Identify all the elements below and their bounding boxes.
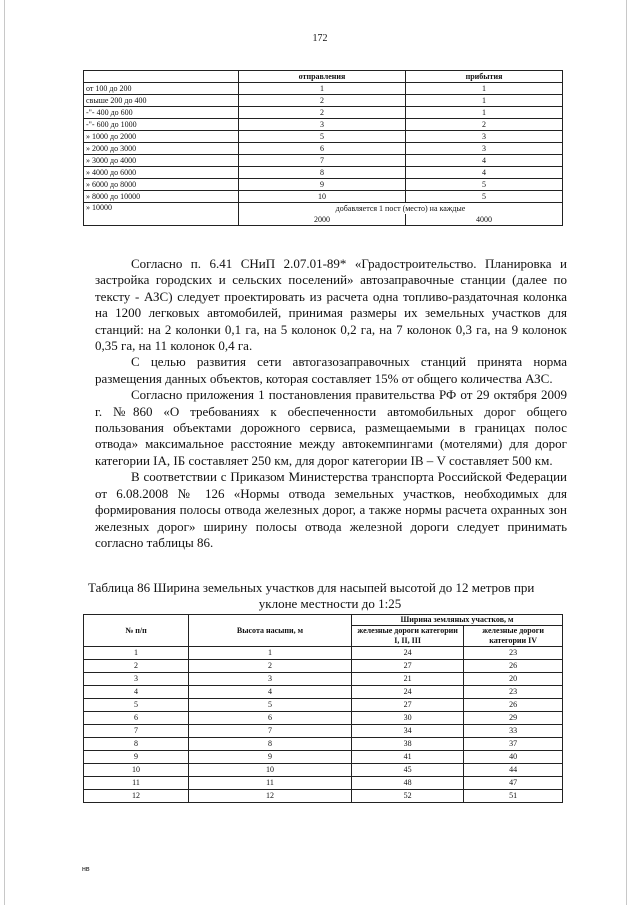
cell-num: 4	[84, 686, 189, 699]
cell-width-cat-4: 40	[464, 751, 563, 764]
table-caption	[88, 580, 572, 612]
cell-departure: 2	[239, 95, 406, 107]
traffic-posts-table	[83, 70, 563, 226]
cell-departure: 1	[239, 83, 406, 95]
cell-arrival: 1	[406, 83, 563, 95]
table-row	[84, 686, 563, 699]
table-row	[84, 155, 563, 167]
cell-num: 12	[84, 790, 189, 803]
cell-arrival: 5	[406, 179, 563, 191]
cell-width-cat-4: 33	[464, 725, 563, 738]
cell-width-cat-1-3: 48	[352, 777, 464, 790]
cell-range: свыше 200 до 400	[84, 95, 239, 107]
cell-range: » 1000 до 2000	[84, 131, 239, 143]
cell-height: 1	[189, 647, 352, 660]
cell-height: 10	[189, 764, 352, 777]
cell-height: 7	[189, 725, 352, 738]
cell-width-cat-4: 20	[464, 673, 563, 686]
cell-height: 9	[189, 751, 352, 764]
cell-width-cat-1-3: 27	[352, 699, 464, 712]
railway-width-table	[83, 614, 563, 803]
table-row	[84, 107, 563, 119]
table-row	[84, 764, 563, 777]
table-row	[84, 673, 563, 686]
cell-width-cat-4: 23	[464, 647, 563, 660]
cell-num: 6	[84, 712, 189, 725]
cell-width-cat-1-3: 52	[352, 790, 464, 803]
cell-width-cat-4: 29	[464, 712, 563, 725]
cell-num: 7	[84, 725, 189, 738]
cell-width-cat-4: 23	[464, 686, 563, 699]
cell-departure: 3	[239, 119, 406, 131]
cell-range: » 4000 до 6000	[84, 167, 239, 179]
cell-width-cat-1-3: 30	[352, 712, 464, 725]
cell-width-cat-1-3: 34	[352, 725, 464, 738]
cell-arrival: 5	[406, 191, 563, 203]
cell-range: -"- 400 до 600	[84, 107, 239, 119]
table-row	[84, 143, 563, 155]
table-row	[84, 647, 563, 660]
paragraph-motels: Согласно приложения 1 постановления правительства РФ от 29 октября 2009 г. №860 «О требованиях к обеспеченности автомобильных дорог общего пользования объектами дорожного сервиса, размещаемыми в границах полос отвода» максимальное расстояние между автокемпингами (мотелями) для дорог категории IА, IБ составляет 250 км, для дорог категории IВ – V составляет 500 км.	[95, 387, 567, 468]
caption-line-2: уклоне местности до 1:25	[258, 596, 402, 611]
cell-width-cat-1-3: 45	[352, 764, 464, 777]
table-row	[84, 699, 563, 712]
table-row	[84, 203, 563, 215]
cell-arrival: 4000	[406, 214, 563, 226]
header-category-1-3: железные дороги категории I, II, III	[352, 626, 464, 647]
cell-num: 2	[84, 660, 189, 673]
cell-num: 11	[84, 777, 189, 790]
paragraph-gas-stations: С целью развития сети автогазозаправочных станций принята норма размещения данных объектов, которая составляет 15% от общего количества АЗС.	[95, 354, 567, 386]
cell-range: » 8000 до 10000	[84, 191, 239, 203]
cell-width-cat-1-3: 41	[352, 751, 464, 764]
cell-arrival: 1	[406, 95, 563, 107]
table-row	[84, 660, 563, 673]
cell-note: добавляется 1 пост (место) на каждые	[239, 203, 563, 215]
cell-arrival: 1	[406, 107, 563, 119]
cell-num: 1	[84, 647, 189, 660]
cell-range: -"- 600 до 1000	[84, 119, 239, 131]
table-row	[84, 83, 563, 95]
cell-range: » 2000 до 3000	[84, 143, 239, 155]
cell-departure: 10	[239, 191, 406, 203]
cell-range: » 6000 до 8000	[84, 179, 239, 191]
table-row	[84, 777, 563, 790]
caption-line-1: Таблица 86 Ширина земельных участков для насыпей высотой до 12 метров при	[88, 580, 535, 595]
cell-arrival: 3	[406, 131, 563, 143]
cell-range: от 100 до 200	[84, 83, 239, 95]
table-row	[84, 179, 563, 191]
table-header-row	[84, 71, 563, 83]
cell-height: 3	[189, 673, 352, 686]
table-row	[84, 119, 563, 131]
cell-departure: 7	[239, 155, 406, 167]
cell-range: » 10000	[84, 203, 239, 226]
table-row	[84, 751, 563, 764]
scan-edge-left	[4, 0, 5, 905]
cell-height: 2	[189, 660, 352, 673]
cell-departure: 5	[239, 131, 406, 143]
cell-width-cat-4: 26	[464, 699, 563, 712]
cell-arrival: 4	[406, 167, 563, 179]
cell-width-cat-4: 47	[464, 777, 563, 790]
table-row	[84, 95, 563, 107]
footer-mark: нв	[82, 866, 90, 873]
cell-height: 6	[189, 712, 352, 725]
cell-width-cat-1-3: 24	[352, 686, 464, 699]
cell-departure: 6	[239, 143, 406, 155]
cell-height: 4	[189, 686, 352, 699]
table-row	[84, 131, 563, 143]
cell-arrival: 4	[406, 155, 563, 167]
cell-departure: 8	[239, 167, 406, 179]
table-row	[84, 712, 563, 725]
cell-width-cat-4: 26	[464, 660, 563, 673]
cell-width-cat-4: 37	[464, 738, 563, 751]
cell-departure: 2	[239, 107, 406, 119]
cell-width-cat-1-3: 24	[352, 647, 464, 660]
header-cell-empty	[84, 71, 239, 83]
table-row	[84, 725, 563, 738]
header-embankment-height: Высота насыпи, м	[189, 615, 352, 647]
table-row	[84, 738, 563, 751]
cell-width-cat-1-3: 27	[352, 660, 464, 673]
cell-height: 8	[189, 738, 352, 751]
cell-departure: 9	[239, 179, 406, 191]
cell-num: 5	[84, 699, 189, 712]
table-row	[84, 191, 563, 203]
table-header-row	[84, 615, 563, 626]
cell-width-cat-1-3: 21	[352, 673, 464, 686]
cell-arrival: 3	[406, 143, 563, 155]
cell-num: 9	[84, 751, 189, 764]
table-row	[84, 167, 563, 179]
header-category-4: железные дороги категории IV	[464, 626, 563, 647]
header-num: № п/п	[84, 615, 189, 647]
cell-height: 11	[189, 777, 352, 790]
paragraph-railway: В соответствии с Приказом Министерства транспорта Российской Федерации от 6.08.2008 № 126 «Нормы отвода земельных участков, необходимых для формирования полосы отвода железных дорог, а также нормы расчета охранных зон железных дорог» ширину полосы отвода железной дороги следует принимать согласно таблицы 86.	[95, 469, 567, 550]
header-cell-departure: отправления	[239, 71, 406, 83]
body-text	[95, 256, 567, 551]
paragraph-azs: Согласно п. 6.41 СНиП 2.07.01-89* «Градостроительство. Планировка и застройка городских и сельских поселений» автозаправочные станции (далее по тексту - АЗС) следует проектировать из расчета одна топливо-раздаточная колонка на 1200 легковых автомобилей, принимая размеры их земельных участков для станций: на 2 колонки 0,1 га, на 5 колонок 0,2 га, на 7 колонок 0,3 га, на 9 колонок 0,35 га, на 11 колонок 0,4 га.	[95, 256, 567, 354]
cell-width-cat-4: 51	[464, 790, 563, 803]
cell-range: » 3000 до 4000	[84, 155, 239, 167]
cell-height: 12	[189, 790, 352, 803]
header-cell-arrival: прибытия	[406, 71, 563, 83]
cell-width-cat-1-3: 38	[352, 738, 464, 751]
header-land-width: Ширина земляных участков, м	[352, 615, 563, 626]
page-number: 172	[312, 33, 328, 44]
cell-arrival: 2	[406, 119, 563, 131]
cell-height: 5	[189, 699, 352, 712]
scan-edge-right	[626, 0, 627, 905]
cell-num: 3	[84, 673, 189, 686]
cell-width-cat-4: 44	[464, 764, 563, 777]
cell-departure: 2000	[239, 214, 406, 226]
table-row	[84, 790, 563, 803]
cell-num: 8	[84, 738, 189, 751]
cell-num: 10	[84, 764, 189, 777]
